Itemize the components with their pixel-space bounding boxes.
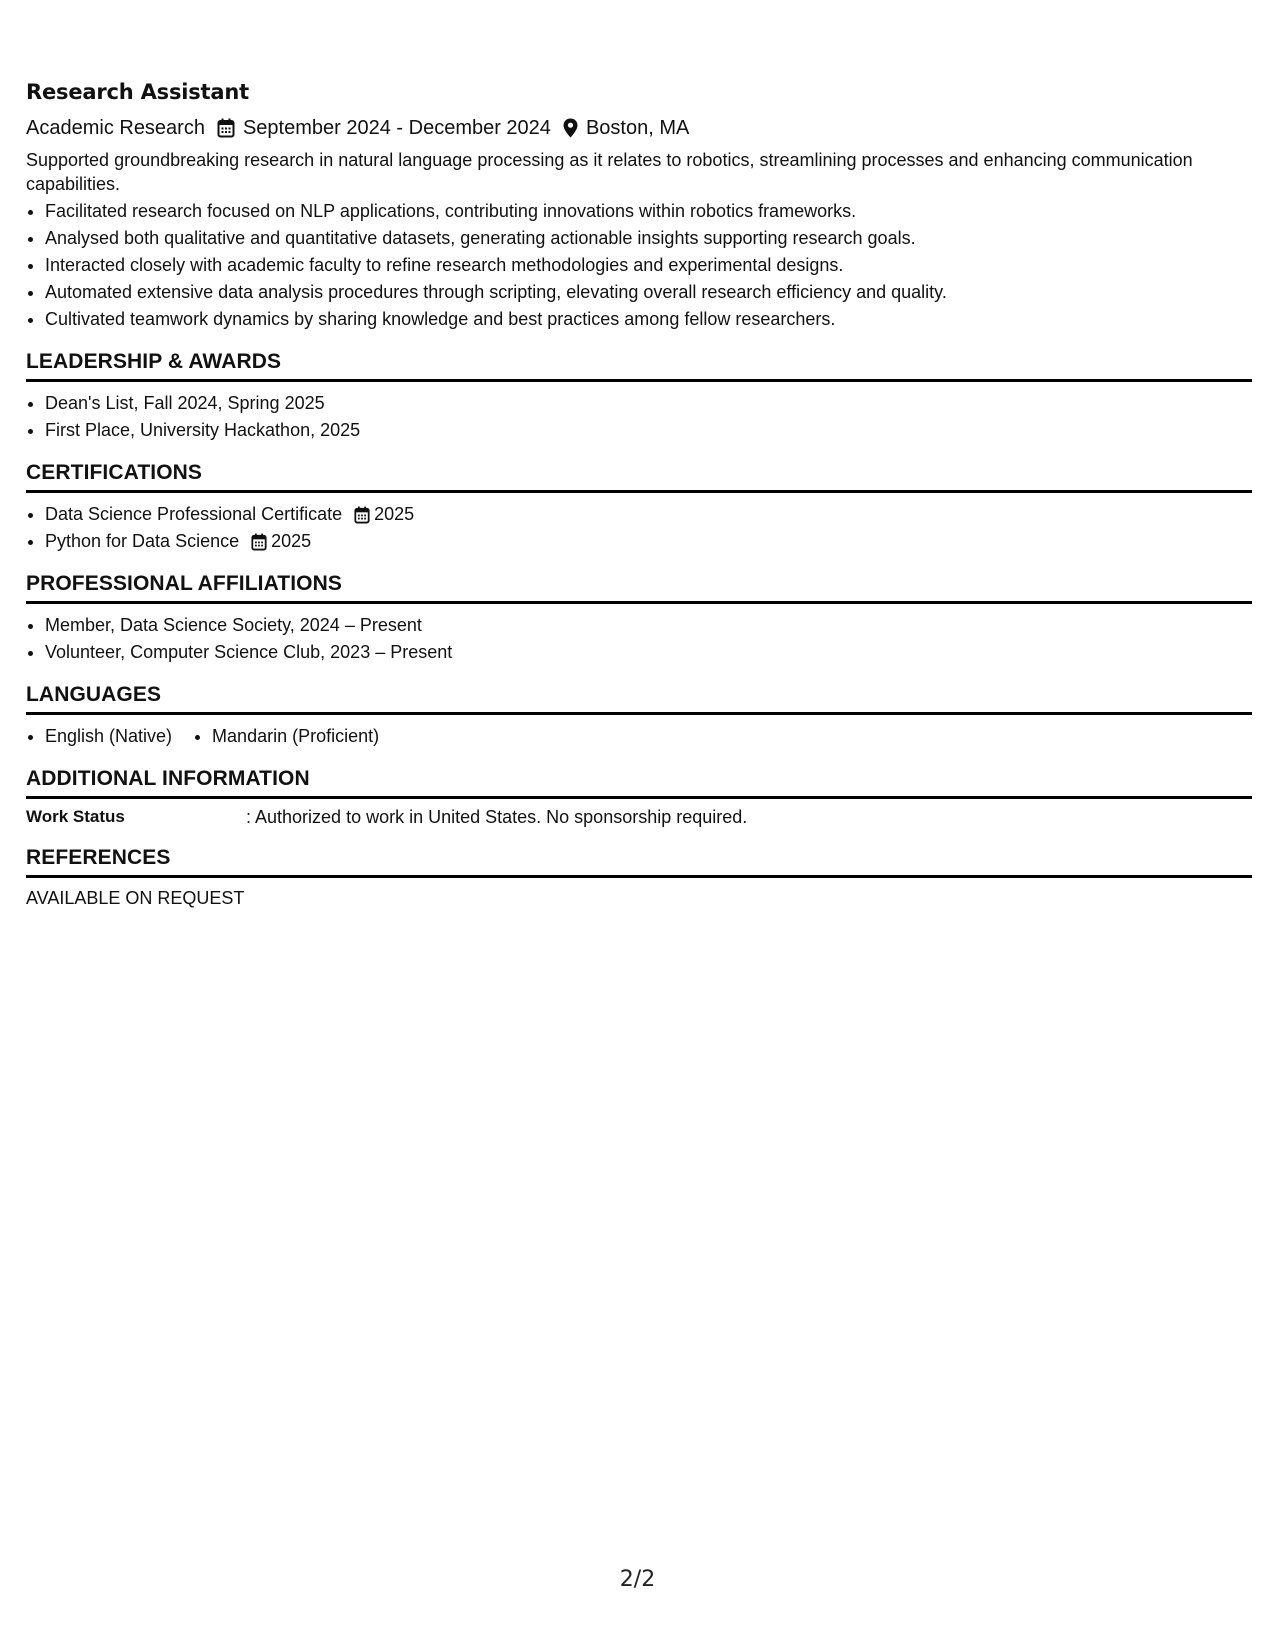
list-item: • Automated extensive data analysis procedures through scripting, elevating overall research efficiency and quality.	[45, 279, 1252, 306]
list-item: • First Place, University Hackathon, 2025	[45, 417, 1252, 444]
section-heading: LEADERSHIP & AWARDS	[26, 349, 1252, 382]
experience-entry	[26, 78, 1252, 333]
languages-list	[26, 723, 1252, 750]
references-text: AVAILABLE ON REQUEST	[26, 888, 245, 908]
list-item: • Analysed both qualitative and quantitative datasets, generating actionable insights supporting research goals.	[45, 225, 1252, 252]
job-summary: Supported groundbreaking research in natural language processing as it relates to robotics, streamlining processes and enhancing communication capabilities.	[26, 150, 1193, 194]
list-item: • Dean's List, Fall 2024, Spring 2025	[45, 390, 1252, 417]
certification-name: • Python for Data Science	[45, 531, 240, 551]
section-heading: LANGUAGES	[26, 682, 1252, 715]
work-status-value: : Authorized to work in United States. No sponsorship required.	[246, 807, 748, 827]
calendar-icon	[354, 506, 370, 524]
page-number: 2/2	[619, 1567, 656, 1592]
section-heading: REFERENCES	[26, 845, 1252, 878]
job-title: Research Assistant	[26, 80, 249, 104]
list-item: • Cultivated teamwork dynamics by sharing knowledge and best practices among fellow researchers.	[45, 306, 1252, 333]
list-item: • Volunteer, Computer Science Club, 2023 – Present	[45, 639, 1252, 666]
list-item: • Mandarin (Proficient)	[212, 723, 379, 750]
references-section	[26, 845, 1252, 910]
job-meta	[26, 114, 1252, 142]
job-location: Boston, MA	[585, 117, 690, 139]
work-status-label: Work Status	[26, 807, 125, 826]
list-item: • Interacted closely with academic faculty to refine research methodologies and experimental designs.	[45, 252, 1252, 279]
certification-year: 2025	[271, 531, 312, 551]
resume-page	[26, 78, 1252, 910]
job-dates: September 2024 - December 2024	[242, 117, 551, 139]
certification-row	[45, 528, 1252, 555]
list-item: • Member, Data Science Society, 2024 – Present	[45, 612, 1252, 639]
certification-name: • Data Science Professional Certificate	[45, 504, 343, 524]
job-bullets	[26, 198, 1252, 333]
calendar-icon	[251, 533, 267, 551]
affiliations-list	[26, 612, 1252, 666]
section-heading: PROFESSIONAL AFFILIATIONS	[26, 571, 1252, 604]
section-heading: ADDITIONAL INFORMATION	[26, 766, 1252, 799]
list-item	[45, 501, 1252, 528]
certification-row	[45, 501, 1252, 528]
section-heading: CERTIFICATIONS	[26, 460, 1252, 493]
leadership-list	[26, 390, 1252, 444]
certification-year: 2025	[374, 504, 415, 524]
list-item	[45, 528, 1252, 555]
map-pin-icon	[563, 118, 578, 138]
certifications-list	[26, 501, 1252, 555]
affiliations-section	[26, 571, 1252, 666]
certifications-section	[26, 460, 1252, 555]
languages-section	[26, 682, 1252, 750]
work-status-row	[26, 805, 1252, 829]
calendar-icon	[217, 118, 235, 138]
list-item: • Facilitated research focused on NLP applications, contributing innovations within robotics frameworks.	[45, 198, 1252, 225]
leadership-section	[26, 349, 1252, 444]
organization-name: Academic Research	[26, 117, 205, 139]
list-item: • English (Native)	[45, 723, 172, 750]
additional-info-section	[26, 766, 1252, 829]
